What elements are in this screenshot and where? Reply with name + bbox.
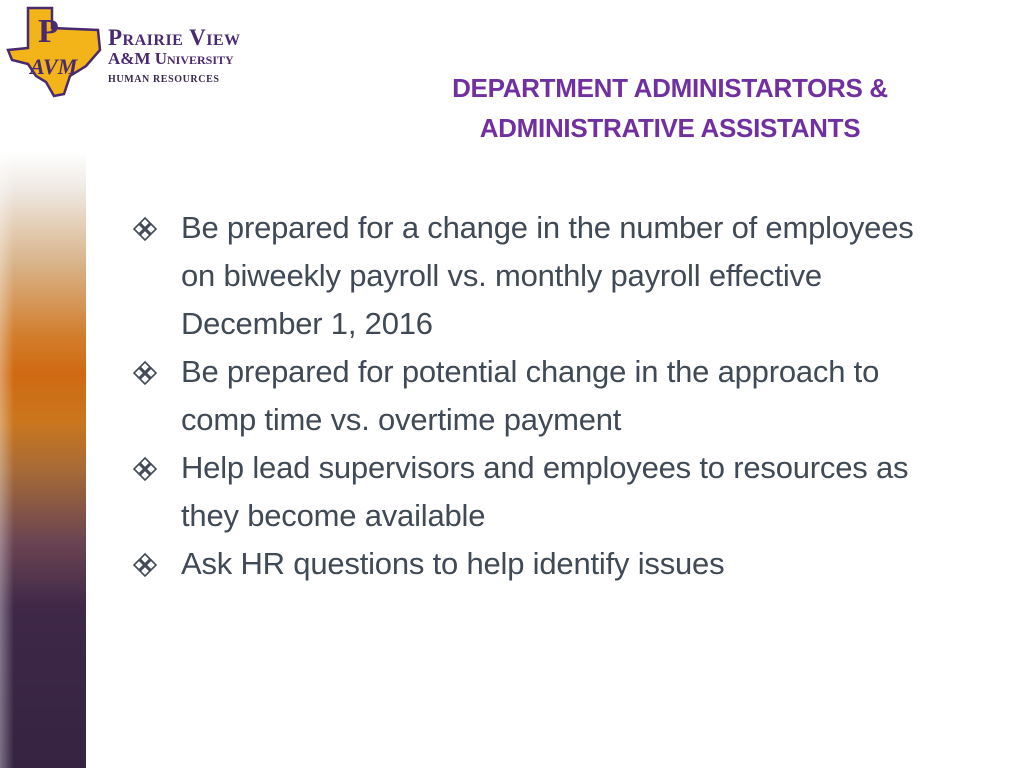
bullet-text: Help lead supervisors and employees to resources as they become available bbox=[181, 450, 909, 533]
slide-title bbox=[410, 68, 930, 148]
logo-wordmark bbox=[108, 26, 241, 85]
bullet-item bbox=[130, 444, 950, 540]
logo-monogram-bottom: AVM bbox=[30, 54, 78, 79]
bullet-list bbox=[130, 204, 950, 588]
four-diamond-bullet-icon bbox=[132, 456, 158, 482]
logo-monogram-top: P bbox=[38, 13, 59, 50]
four-diamond-bullet-icon bbox=[132, 360, 158, 386]
slide-title-line1: DEPARTMENT ADMINISTARTORS & bbox=[452, 73, 888, 103]
logo-university-name: Prairie View bbox=[108, 25, 241, 50]
four-diamond-bullet-icon bbox=[132, 552, 158, 578]
bullet-item bbox=[130, 348, 950, 444]
slide-title-line2: ADMINISTRATIVE ASSISTANTS bbox=[479, 113, 861, 143]
bullet-item bbox=[130, 540, 950, 588]
bullet-item bbox=[130, 204, 950, 348]
texas-state-shape-icon bbox=[6, 6, 106, 98]
logo-department: HUMAN RESOURCES bbox=[108, 74, 220, 85]
decorative-gradient-bar bbox=[0, 152, 86, 768]
four-diamond-bullet-icon bbox=[132, 216, 158, 242]
logo-university-subname: A&M University bbox=[108, 49, 234, 68]
university-logo bbox=[6, 6, 276, 98]
bullet-text: Ask HR questions to help identify issues bbox=[181, 546, 725, 581]
bullet-text: Be prepared for potential change in the approach to comp time vs. overtime payment bbox=[181, 354, 880, 437]
bullet-text: Be prepared for a change in the number of employees on biweekly payroll vs. monthly payroll effective December 1, 2016 bbox=[181, 210, 914, 341]
